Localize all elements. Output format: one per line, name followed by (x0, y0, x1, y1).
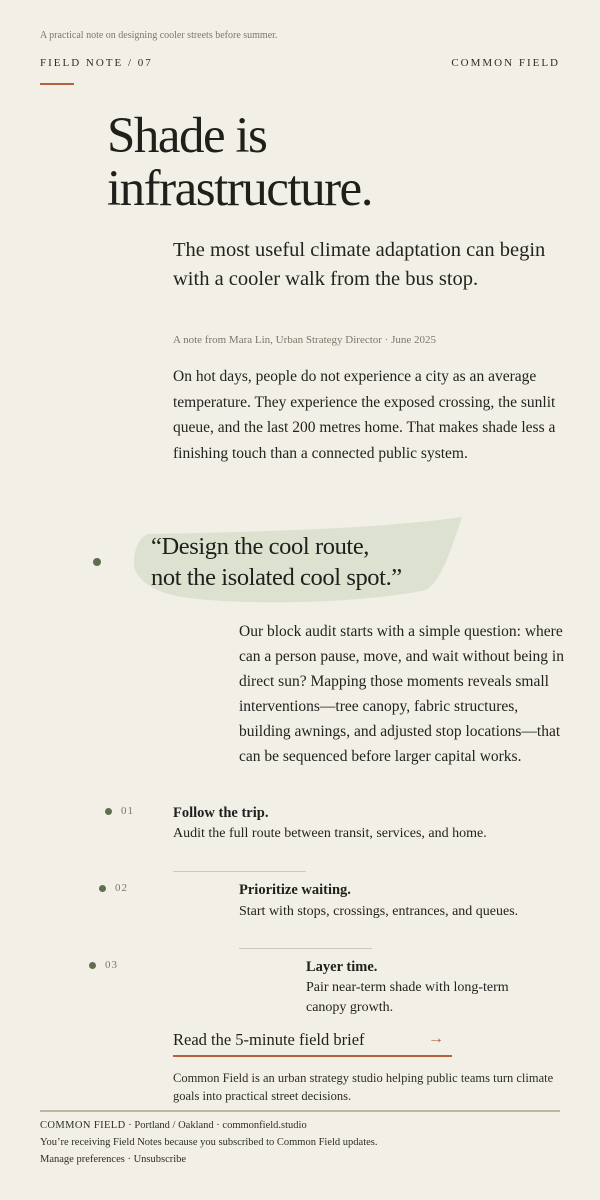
step-3-title: Layer time. (306, 959, 378, 975)
step-2-title: Prioritize waiting. (239, 882, 351, 898)
title-line-2: infrastructure. (107, 161, 372, 217)
byline: A note from Mara Lin, Urban Strategy Director · June 2025 (173, 334, 437, 346)
step-1-desc: Audit the full route between transit, services, and home. (173, 826, 487, 841)
step-1-dot (105, 808, 112, 815)
step-3-desc: Pair near-term shade with long-term canopy growth. (306, 980, 509, 1015)
step-2-dot (99, 885, 106, 892)
step-3-dot (89, 962, 96, 969)
manage-preferences-link[interactable]: Manage preferences (40, 1154, 125, 1165)
field-brief-link[interactable] (173, 1029, 452, 1057)
about-text: Common Field is an urban strategy studio helping public teams turn climate goals into practical street decisions. (173, 1071, 554, 1103)
step-2-desc: Start with stops, crossings, entrances, and queues. (239, 904, 519, 919)
body-paragraph: Our block audit starts with a simple question: where can a person pause, move, and wait without being in direct sun? Mapping those moments reveals small interventions—tree canopy, fabric structures, building awnings, and adjusted stop locations—that can be sequenced before larger capital works. (239, 623, 564, 765)
step-2-number: 02 (115, 882, 128, 894)
footer-address (40, 1120, 307, 1131)
quote-dot (93, 558, 101, 566)
brand-name: COMMON FIELD (451, 57, 560, 69)
cta-label: Read the 5-minute field brief (173, 1030, 365, 1049)
footer-links (40, 1154, 186, 1165)
subtitle: The most useful climate adaptation can begin with a cooler walk from the bus stop. (173, 239, 546, 290)
preheader: A practical note on designing cooler streets before summer. (40, 30, 278, 41)
issue-kicker: FIELD NOTE / 07 (40, 57, 153, 69)
footer-brand: COMMON FIELD (40, 1120, 126, 1131)
footer-website-link[interactable]: commonfield.studio (222, 1120, 307, 1131)
footer-divider (40, 1110, 560, 1112)
intro-paragraph: On hot days, people do not experience a city as an average temperature. They experience the exposed crossing, the sunlit queue, and the last 200 metres home. That makes shade less a finishing touch than a connected public system. (173, 368, 556, 462)
footer-notice: You’re receiving Field Notes because you subscribed to Common Field updates. (40, 1137, 378, 1148)
quote-line-2: not the isolated cool spot.” (151, 564, 402, 591)
page-title (107, 110, 567, 216)
unsubscribe-link[interactable]: Unsubscribe (133, 1154, 187, 1165)
pull-quote (151, 531, 471, 593)
step-1-number: 01 (121, 805, 134, 817)
quote-line-1: “Design the cool route, (151, 533, 370, 560)
step-1-title: Follow the trip. (173, 805, 269, 821)
arrow-right-icon: → (428, 1030, 444, 1047)
footer-separator: · (124, 1154, 134, 1165)
step-3-number: 03 (105, 959, 118, 971)
footer-locations: · Portland / Oakland · (125, 1120, 223, 1131)
step-divider (173, 871, 306, 872)
accent-rule (40, 83, 74, 85)
step-divider (239, 948, 372, 949)
title-line-1: Shade is (107, 108, 267, 164)
